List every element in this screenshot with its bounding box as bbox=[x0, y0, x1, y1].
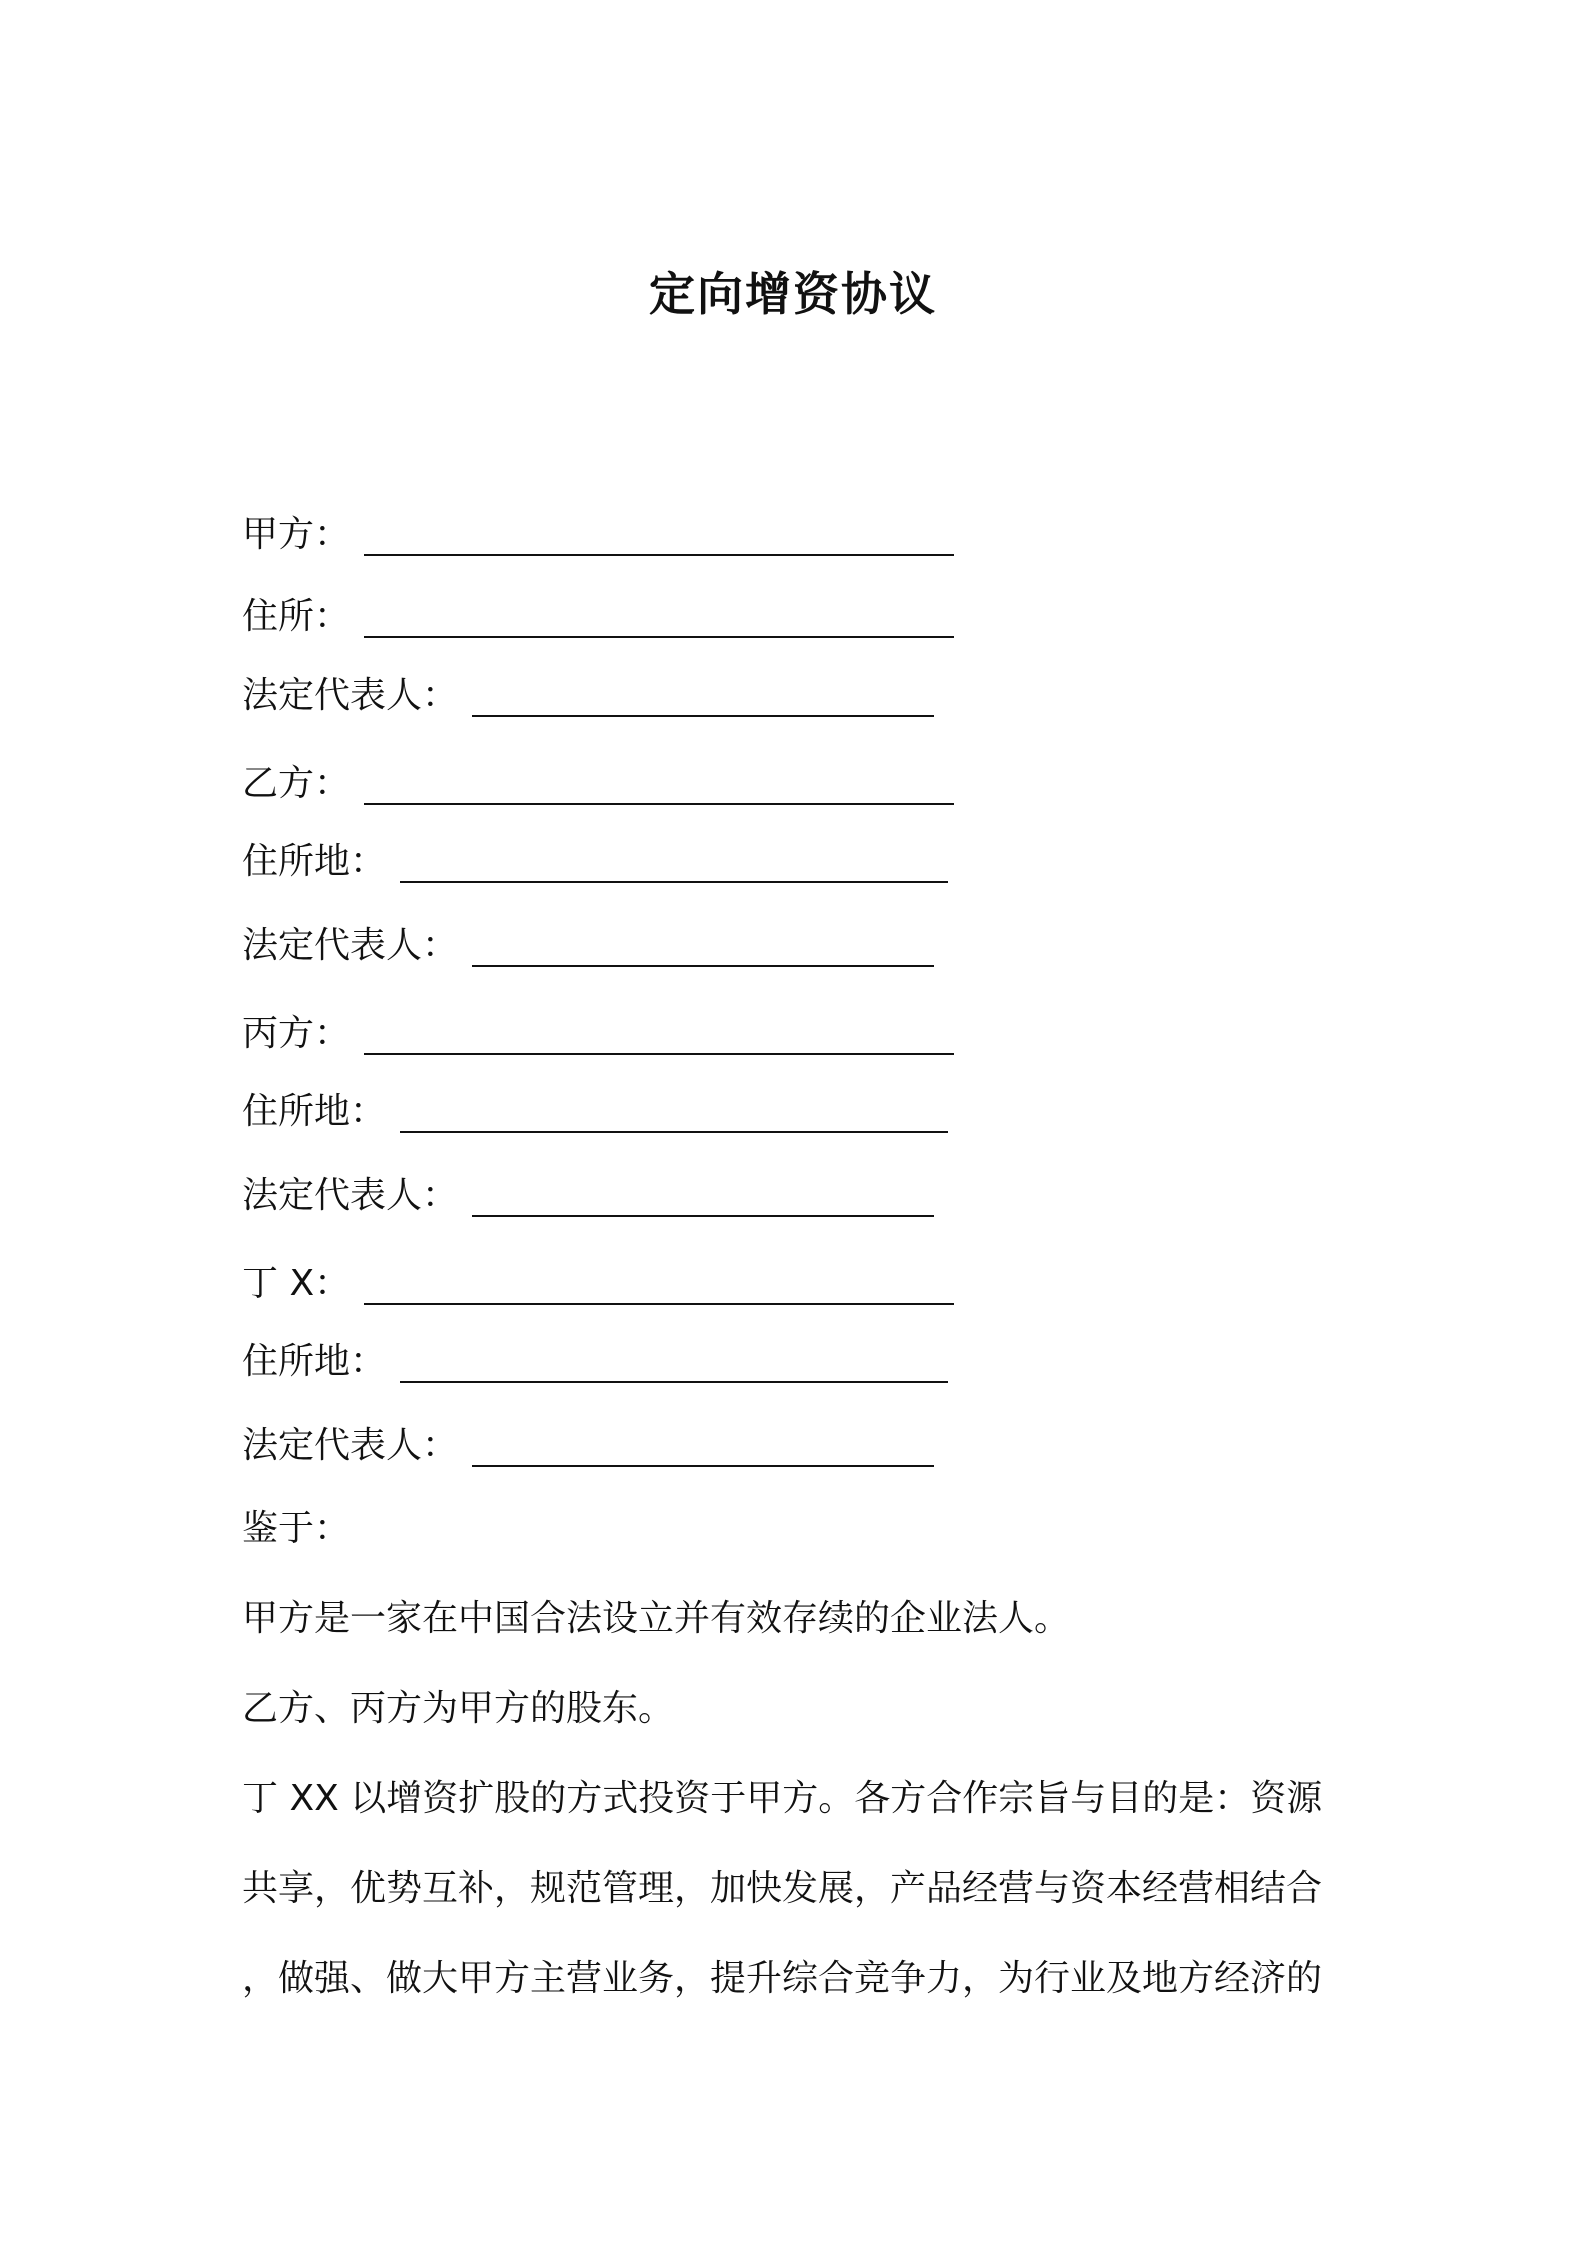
party-b-name-blank[interactable] bbox=[364, 767, 954, 805]
party-d-rep-label: 法定代表人： bbox=[242, 1425, 459, 1466]
party-b-rep-blank[interactable] bbox=[472, 929, 934, 967]
party-c-rep-field bbox=[242, 1171, 934, 1221]
party-b-name-field bbox=[242, 759, 954, 809]
party-d-name-label: 丁 X： bbox=[242, 1263, 351, 1304]
party-d-address-blank[interactable] bbox=[400, 1345, 948, 1383]
party-a-rep-blank[interactable] bbox=[472, 679, 934, 717]
recital-line-1: 甲方是一家在中国合法设立并有效存续的企业法人。 bbox=[242, 1598, 1071, 1639]
party-b-address-blank[interactable] bbox=[400, 845, 948, 883]
party-a-name-blank[interactable] bbox=[364, 518, 954, 556]
party-a-name-field bbox=[242, 510, 954, 560]
party-d-rep-blank[interactable] bbox=[472, 1429, 934, 1467]
party-b-rep-label: 法定代表人： bbox=[242, 925, 459, 966]
recital-line-5: ，做强、做大甲方主营业务，提升综合竞争力，为行业及地方经济的 bbox=[242, 1958, 1323, 1999]
party-a-rep-field bbox=[242, 671, 934, 721]
party-c-rep-blank[interactable] bbox=[472, 1179, 934, 1217]
party-a-address-blank[interactable] bbox=[364, 600, 954, 638]
party-d-name-field bbox=[242, 1259, 954, 1309]
party-c-name-blank[interactable] bbox=[364, 1017, 954, 1055]
party-a-rep-label: 法定代表人： bbox=[242, 675, 459, 716]
party-d-rep-field bbox=[242, 1421, 934, 1471]
party-a-address-field bbox=[242, 592, 954, 642]
document-title: 定向增资协议 bbox=[649, 267, 937, 321]
party-b-name-label: 乙方： bbox=[242, 763, 351, 804]
recital-line-3: 丁 XX 以增资扩股的方式投资于甲方。各方合作宗旨与目的是：资源 bbox=[242, 1778, 1323, 1819]
party-a-name-label: 甲方： bbox=[242, 514, 351, 555]
party-b-rep-field bbox=[242, 921, 934, 971]
recital-line-4: 共享，优势互补，规范管理，加快发展，产品经营与资本经营相结合 bbox=[242, 1868, 1323, 1909]
party-c-address-blank[interactable] bbox=[400, 1095, 948, 1133]
party-b-address-label: 住所地： bbox=[242, 841, 387, 882]
party-b-address-field bbox=[242, 837, 948, 887]
party-c-address-label: 住所地： bbox=[242, 1091, 387, 1132]
whereas-label: 鉴于： bbox=[242, 1508, 351, 1549]
party-d-address-label: 住所地： bbox=[242, 1341, 387, 1382]
party-d-name-blank[interactable] bbox=[364, 1267, 954, 1305]
party-c-address-field bbox=[242, 1087, 948, 1137]
party-c-rep-label: 法定代表人： bbox=[242, 1175, 459, 1216]
party-d-address-field bbox=[242, 1337, 948, 1387]
party-a-address-label: 住所： bbox=[242, 596, 351, 637]
party-c-name-field bbox=[242, 1009, 954, 1059]
party-c-name-label: 丙方： bbox=[242, 1013, 351, 1054]
recital-line-2: 乙方、丙方为甲方的股东。 bbox=[242, 1688, 675, 1729]
